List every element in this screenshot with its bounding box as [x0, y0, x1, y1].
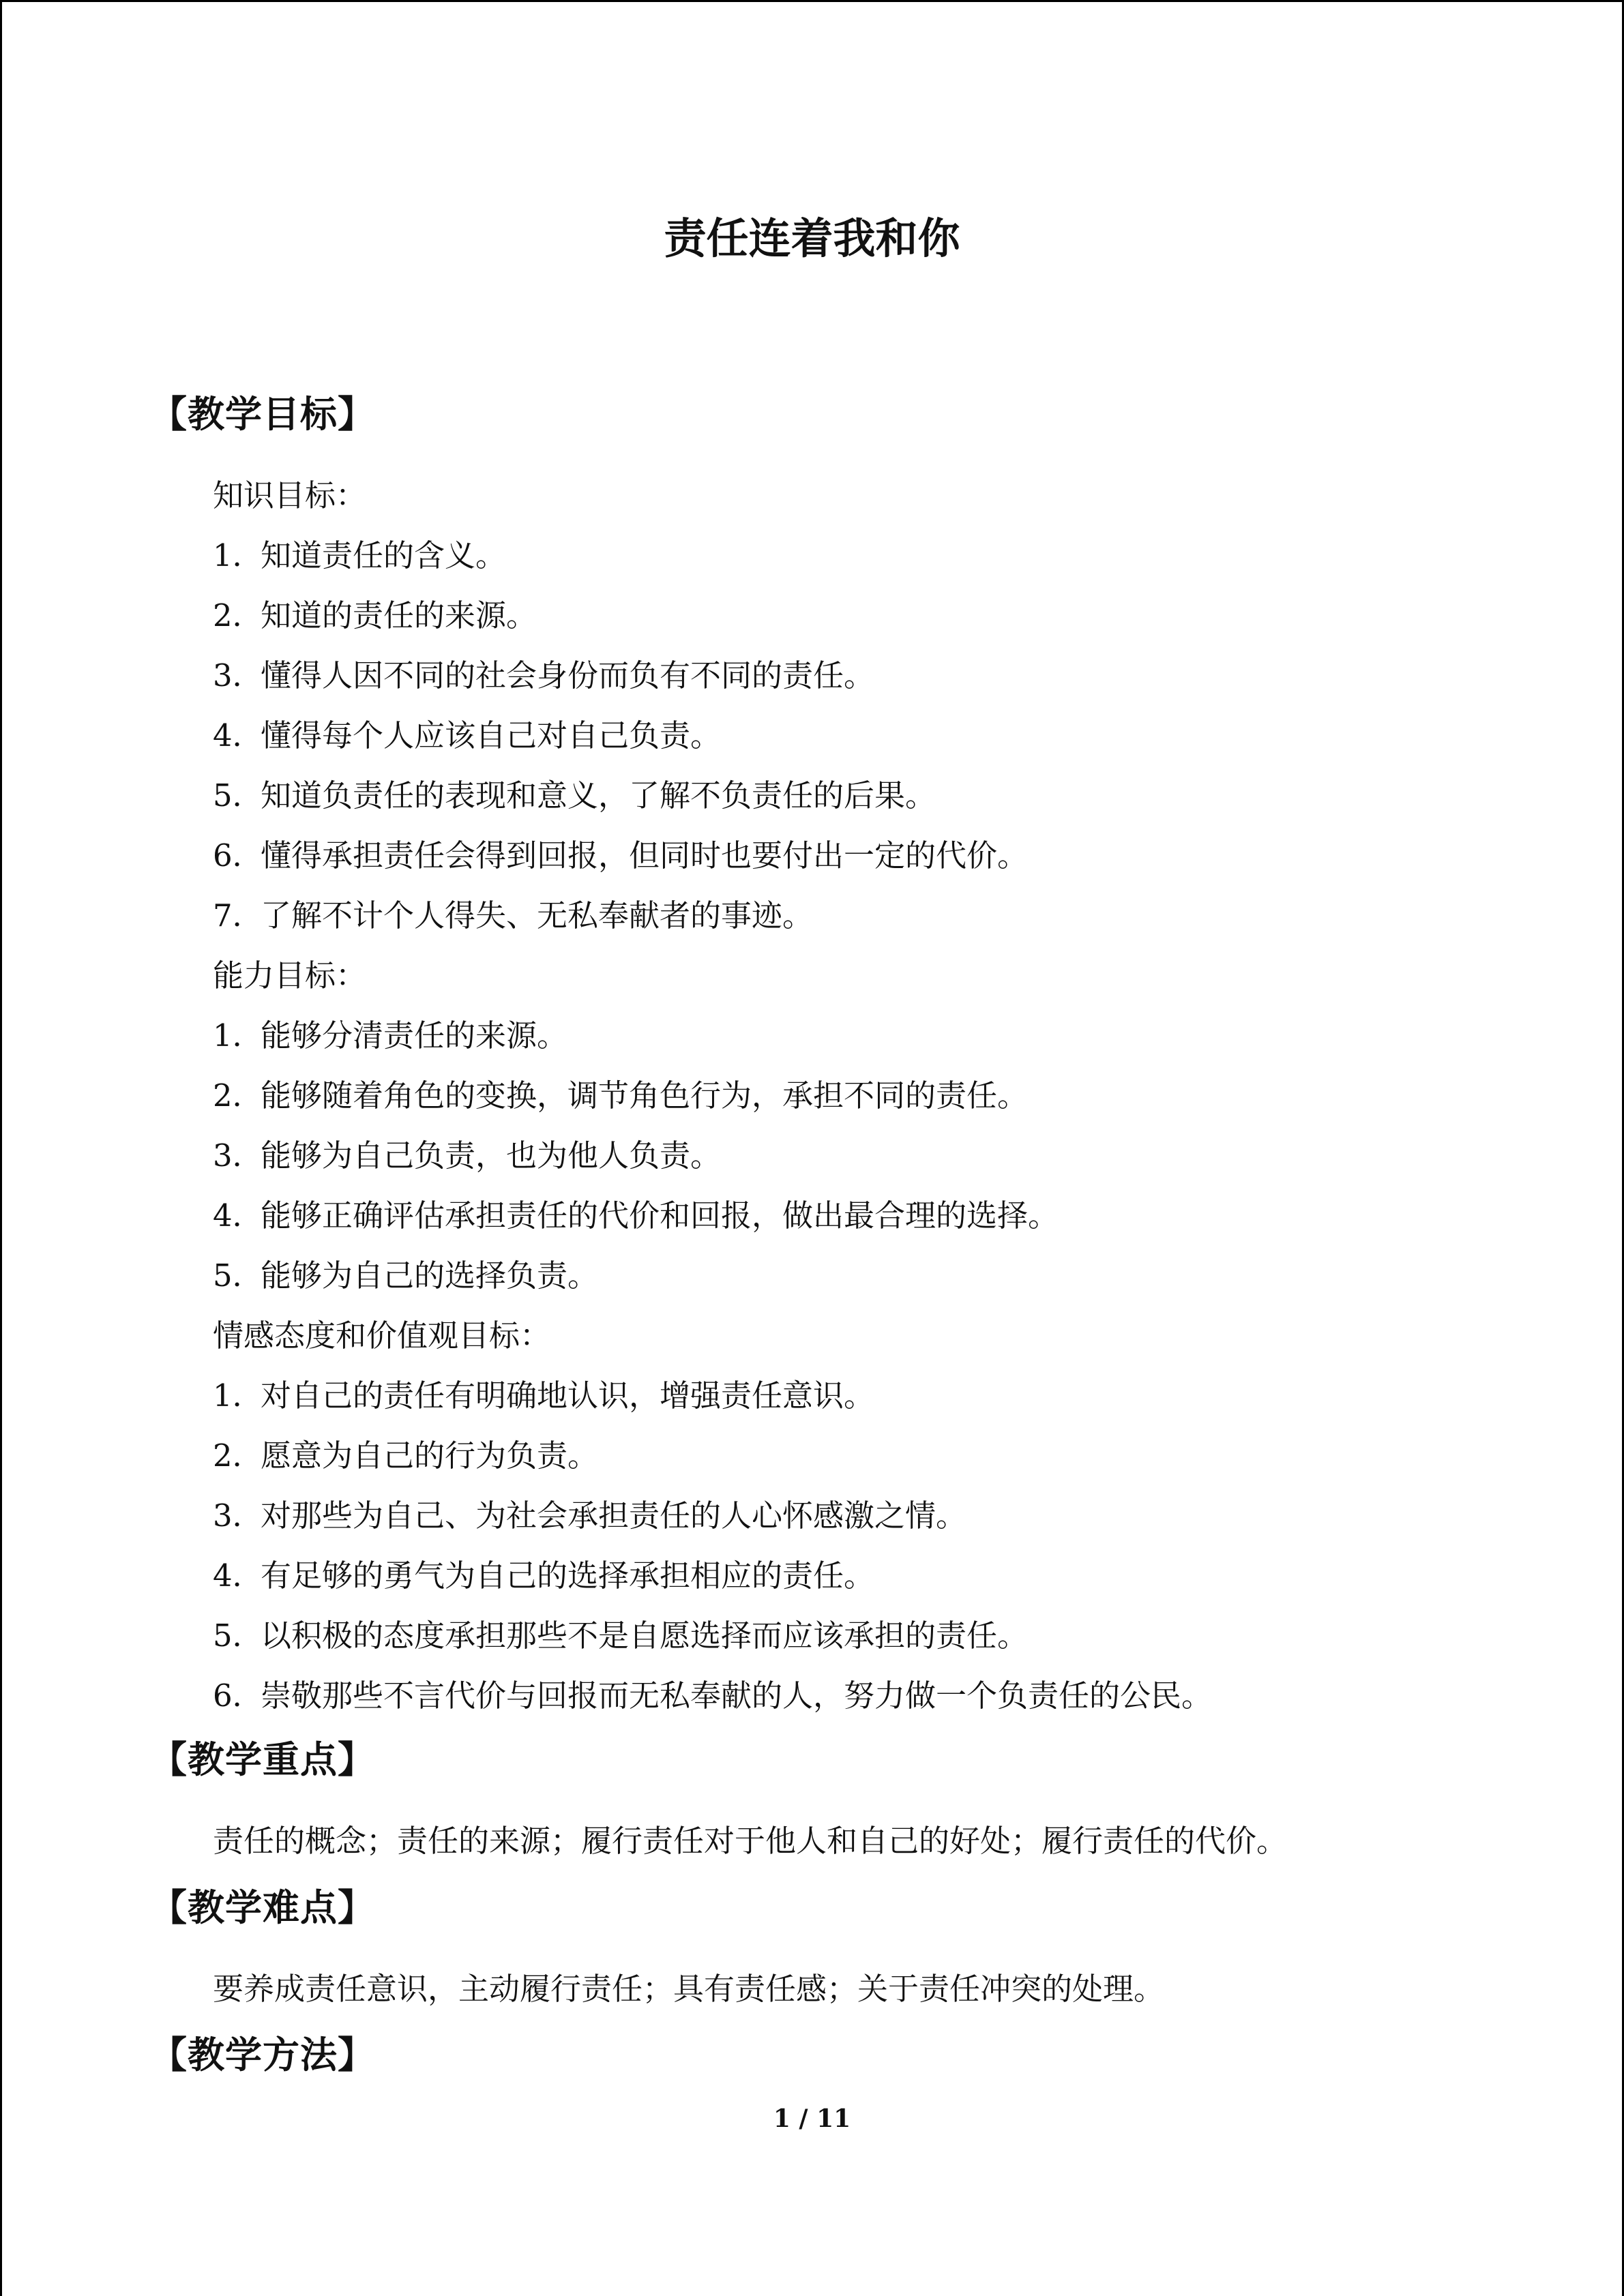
item-text: 知道负责任的表现和意义，了解不负责任的后果。: [261, 777, 936, 814]
list-item: [213, 535, 506, 576]
item-text: 愿意为自己的行为负责。: [261, 1437, 599, 1474]
list-item: [213, 1135, 721, 1176]
section-heading-key-points: 【教学重点】: [150, 1738, 375, 1781]
list-item: [213, 1015, 567, 1056]
item-text: 知道责任的含义。: [261, 537, 507, 573]
item-text: 能够正确评估承担责任的代价和回报，做出最合理的选择。: [261, 1197, 1059, 1234]
section-heading-goals: 【教学目标】: [150, 392, 375, 436]
ability-goals-label: 能力目标：: [213, 957, 367, 994]
section-heading-difficulties: 【教学难点】: [150, 1885, 375, 1929]
item-number: 4．: [213, 717, 263, 754]
emotion-goals-label: 情感态度和价值观目标：: [213, 1317, 551, 1354]
item-number: 3．: [213, 1497, 263, 1534]
item-number: 6．: [213, 1678, 263, 1714]
page-border-top: [0, 0, 1624, 2]
item-text: 能够为自己的选择负责。: [261, 1257, 599, 1294]
item-text: 了解不计个人得失、无私奉献者的事迹。: [261, 897, 814, 934]
item-text: 对那些为自己、为社会承担责任的人心怀感激之情。: [261, 1497, 967, 1534]
item-number: 5．: [213, 1257, 263, 1294]
item-text: 崇敬那些不言代价与回报而无私奉献的人，努力做一个负责任的公民。: [261, 1678, 1213, 1714]
item-number: 4．: [213, 1557, 263, 1594]
list-item: [213, 895, 813, 936]
item-number: 7．: [213, 897, 263, 934]
item-number: 5．: [213, 777, 263, 814]
item-number: 5．: [213, 1617, 263, 1654]
key-points-text: 责任的概念；责任的来源；履行责任对于他人和自己的好处；履行责任的代价。: [213, 1823, 1288, 1859]
item-number: 2．: [213, 1077, 263, 1114]
list-item: [213, 1075, 1028, 1116]
item-number: 3．: [213, 1137, 263, 1174]
section-heading-methods: 【教学方法】: [150, 2033, 375, 2076]
document-title: 责任连着我和你: [664, 213, 960, 263]
page-border-left: [0, 0, 2, 2296]
item-text: 懂得人因不同的社会身份而负有不同的责任。: [261, 657, 875, 694]
list-item: [213, 775, 936, 816]
item-number: 2．: [213, 597, 263, 633]
item-text: 懂得每个人应该自己对自己负责。: [261, 717, 722, 754]
list-item: [213, 715, 721, 756]
item-number: 1．: [213, 1017, 263, 1054]
item-number: 2．: [213, 1437, 263, 1474]
list-item: [213, 655, 874, 696]
item-text: 有足够的勇气为自己的选择承担相应的责任。: [261, 1557, 875, 1594]
list-item: [213, 595, 537, 636]
item-text: 能够分清责任的来源。: [261, 1017, 568, 1054]
list-item: [213, 1675, 1212, 1716]
item-text: 对自己的责任有明确地认识，增强责任意识。: [261, 1377, 875, 1414]
item-number: 1．: [213, 537, 263, 573]
list-item: [213, 1195, 1059, 1236]
difficulties-text: 要养成责任意识，主动履行责任；具有责任感；关于责任冲突的处理。: [213, 1971, 1165, 2007]
list-item: [213, 1375, 874, 1416]
item-text: 能够为自己负责，也为他人负责。: [261, 1137, 722, 1174]
list-item: [213, 1255, 598, 1296]
item-number: 1．: [213, 1377, 263, 1414]
list-item: [213, 1435, 598, 1476]
item-text: 以积极的态度承担那些不是自愿选择而应该承担的责任。: [261, 1617, 1029, 1654]
item-text: 能够随着角色的变换，调节角色行为，承担不同的责任。: [261, 1077, 1029, 1114]
item-number: 6．: [213, 837, 263, 874]
knowledge-goals-label: 知识目标：: [213, 477, 367, 513]
item-number: 4．: [213, 1197, 263, 1234]
list-item: [213, 1615, 1028, 1656]
item-text: 懂得承担责任会得到回报，但同时也要付出一定的代价。: [261, 837, 1029, 874]
page-indicator: 1 / 11: [773, 2104, 851, 2133]
list-item: [213, 835, 1028, 876]
list-item: [213, 1555, 874, 1596]
item-number: 3．: [213, 657, 263, 694]
list-item: [213, 1495, 966, 1536]
item-text: 知道的责任的来源。: [261, 597, 537, 633]
